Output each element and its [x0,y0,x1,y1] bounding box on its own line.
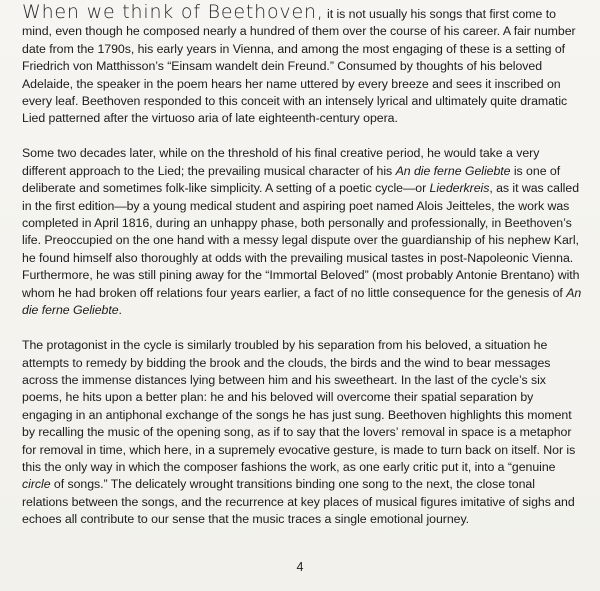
paragraph-3-text-2: of songs.” The delicately wrought transitions binding one song to the next, the close tonal relations between the songs, and the recurrence at key places of musical figures imitative of sighs and echoes all contribute to our sense that the music traces a single emotional journey. [22,477,575,527]
work-title-italic: An die ferne Geliebte [395,163,511,178]
paragraph-1-text: it is not usually his songs that first come to mind, even though he composed nearly a hundred of them over the course of his career. A fair number date from the 1790s, his early years in Vienna, and among the most engaging of these is a setting of Friedrich von Matthisson’s “Einsam wandelt dein Freund.” Consumed by thoughts of his beloved Adelaide, the speaker in the poem hears her name uttered by every breeze and sees it inscribed on every leaf. Beethoven responded to this conceit with an intensely lyrical and ultimately quite dramatic Lied patterned after the virtuoso aria of late eighteenth-century opera. [22,7,576,126]
essay-body [22,1,584,546]
lead-in-phrase: When we think of Beethoven, [22,1,324,23]
paragraph-2 [22,145,584,319]
paragraph-2-text-3: , as it was called in the first edition—by a young medical student and aspiring poet named Alois Jeitteles, the work was completed in April 1816, during an unhappy phase, both personally and professionally, in Beethoven’s life. Preoccupied on the one hand with a messy legal dispute over the guardianship of his nephew Karl, he found himself also thoroughly at odds with the prevailing musical tastes in post-Napoleonic Vienna. Furthermore, he was still pining away for the “Immortal Beloved” (most probably Antonie Brentano) with whom he had broken off relations four years earlier, a fact of no little consequence for the genesis of [22,181,580,300]
paragraph-3-text-1: The protagonist in the cycle is similarly troubled by his separation from his beloved, a situation he attempts to remedy by bidding the brook and the clouds, the birds and the wind to bear messages across the immense distances lying between him and his sweetheart. In the last of the cycle’s six poems, he hits upon a better plan: he and his beloved will overcome their spatial separation by engaging in an antiphonal exchange of the songs he has just sung. Beethoven highlights this moment by recalling the music of the opening song, as if to say that the lovers’ removal in space is a metaphor for removal in time, which here, in a supremely evocative gesture, is made to turn back on itself. Nor is this the only way in which the composer fashions the work, as one early critic put it, into a “genuine [22,338,576,474]
paragraph-2-text-2: is one of deliberate and sometimes folk-like simplicity. A setting of a poetic cycle—or [22,163,561,196]
paragraph-2-text-1: Some two decades later, while on the threshold of his final creative period, he would take a very different approach to the Lied; the prevailing musical character of his [22,146,540,178]
paragraph-1 [22,1,584,128]
page-number: 4 [296,560,304,574]
liederkreis-italic: Liederkreis [429,181,490,196]
work-title-italic-2: An die ferne Geliebte [22,285,582,318]
circle-italic: circle [22,477,51,492]
paragraph-3 [22,337,584,528]
paragraph-2-text-4: . [118,303,122,318]
